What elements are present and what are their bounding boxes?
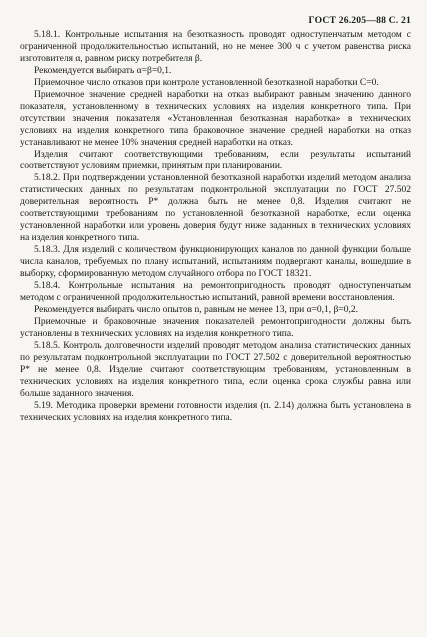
paragraph: Рекомендуется выбирать число опытов n, равным не менее 13, при α=0,1, β=0,2. (34, 304, 359, 315)
paragraph-5-19: 5.19. Методика проверки времени готовности изделия (п. 2.14) должна быть установлена в технических условиях на изделия конкретного типа. (20, 400, 411, 423)
document-body (20, 30, 411, 424)
paragraph: Рекомендуется выбирать α=β=0,1. (34, 65, 172, 76)
paragraph-5-18-4: 5.18.4. Контрольные испытания на ремонтопригодность проводят одноступенчатым методом с ограниченной продолжительностью испытаний, равной времени восстановления. (20, 281, 411, 303)
paragraph-5-18-5: 5.18.5. Контроль долговечности изделий проводят методом анализа статистических данных по результатам подконтрольной эксплуатации по ГОСТ 27.502 с доверительной вероятностью P* не менее 0,8. Изделие считают соответствующим требованиям, установленным в технических условиях на изделия конкретного типа, если оценка срока службы равна или больше заданного значения. (20, 340, 411, 399)
page-header: ГОСТ 26.205—88 С. 21 (308, 15, 411, 26)
paragraph: Приемочные и браковочные значения показателей ремонтопригодности должны быть установлены в технических условиях на изделия конкретного типа. (20, 316, 411, 339)
paragraph: Приемочное значение средней наработки на отказ выбирают равным значению данного показателя, установленному в технических условиях на изделия конкретного типа. При отсутствии значения показателя «Установленная безотказная наработка» в технических условиях на изделия конкретного типа браковочное значение средней наработки на отказ устанавливают не менее 10% значения средней наработки на отказ. (20, 89, 411, 148)
paragraph-5-18-2: 5.18.2. При подтверждении установленной безотказной наработки изделий методом анализа статистических данных по результатам подконтрольной эксплуатации по ГОСТ 27.502 доверительная вероятность P* должна быть не менее 0,8. Изделия считают не соответствующими требованиям по установленной безотказной наработке, если оценка установленной наработки или уровень доверия будут ниже заданных в технических условиях на изделия конкретного типа. (20, 173, 411, 244)
paragraph-5-18-1: 5.18.1. Контрольные испытания на безотказность проводят одноступенчатым методом с ограниченной продолжительностью испытаний, но не менее 300 ч с учетом равенства риска изготовителя α, равном риску потребителя β. (20, 30, 411, 64)
paragraph: Приемочное число отказов при контроле установленной безотказной наработки C=0. (34, 77, 379, 88)
paragraph: Изделия считают соответствующими требованиям, если результаты испытаний соответствуют условиям приемки, принятым при планировании. (20, 149, 411, 172)
paragraph-5-18-3: 5.18.3. Для изделий с количеством функционирующих каналов по данной функции больше числа каналов, требуемых по плану испытаний, испытаниям подвергают каналы, вошедшие в выборку, сформированную методом случайного отбора по ГОСТ 18321. (20, 245, 411, 280)
